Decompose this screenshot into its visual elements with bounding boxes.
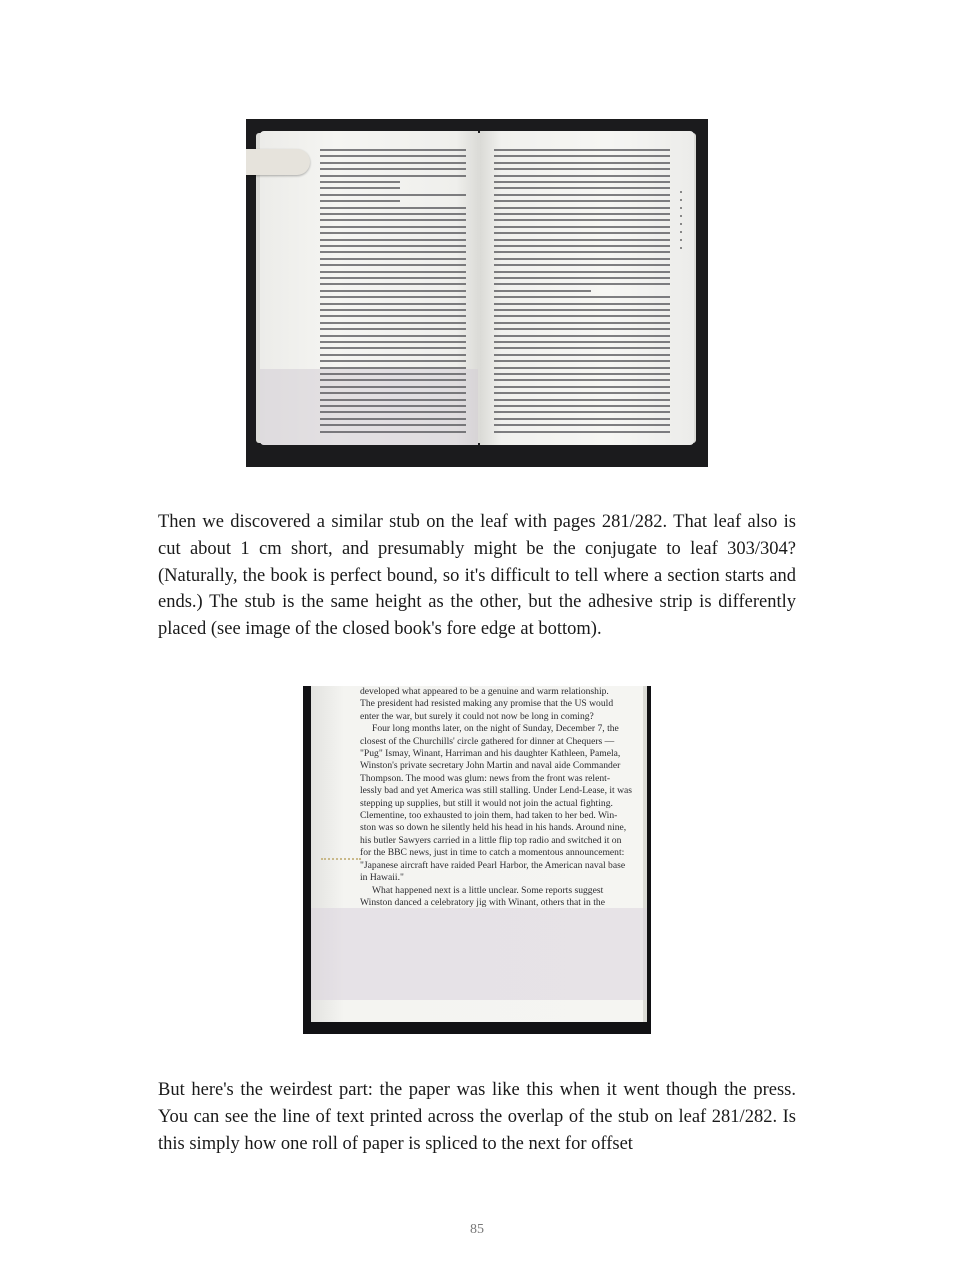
printed-line (494, 328, 670, 330)
printed-line (494, 277, 670, 279)
printed-line (494, 431, 670, 433)
printed-line (320, 367, 466, 369)
printed-line (494, 245, 670, 247)
printed-line (320, 207, 466, 209)
printed-line (494, 168, 670, 170)
printed-line (320, 360, 466, 362)
printed-line (494, 309, 670, 311)
printed-line (320, 341, 466, 343)
closeup-line: for the BBC news, just in time to catch a momentous announcement: (360, 847, 625, 859)
printed-line (320, 373, 466, 375)
printed-line (320, 418, 466, 420)
printed-line (320, 303, 466, 305)
printed-line (320, 392, 466, 394)
printed-line (494, 264, 670, 266)
printed-line (320, 347, 466, 349)
printed-line (494, 405, 670, 407)
printed-line (494, 283, 670, 285)
printed-line (320, 219, 466, 221)
printed-line (494, 239, 670, 241)
printed-line (494, 175, 670, 177)
printed-line (320, 149, 466, 151)
closeup-line: What happened next is a little unclear. Some reports suggest (372, 884, 604, 896)
printed-line (320, 290, 466, 292)
printed-line (494, 213, 670, 215)
printed-line (494, 219, 670, 221)
printed-line (320, 315, 466, 317)
printed-line (320, 386, 466, 388)
printed-line (320, 322, 466, 324)
printed-line (320, 213, 466, 215)
closeup-line: enter the war, but surely it could not now be long in coming? (360, 710, 594, 722)
closeup-line: "Pug" Ismay, Winant, Harriman and his daughter Kathleen, Pamela, (360, 748, 621, 760)
closeup-line: lessly bad and yet America was still stalling. Under Lend-Lease, it was (360, 785, 633, 797)
printed-line (320, 258, 466, 260)
printed-line (494, 399, 670, 401)
printed-line (494, 194, 670, 196)
printed-line (320, 354, 466, 356)
printed-line (494, 386, 670, 388)
printed-line (494, 360, 670, 362)
printed-line (320, 181, 400, 183)
closeup-printed-text (360, 686, 642, 909)
book-clip (246, 149, 310, 175)
printed-line (320, 245, 466, 247)
printed-line (320, 296, 466, 298)
printed-line (320, 309, 466, 311)
printed-line (320, 175, 466, 177)
printed-line (494, 418, 670, 420)
printed-line (494, 162, 670, 164)
printed-line (320, 424, 466, 426)
printed-line (320, 283, 466, 285)
closeup-line: The president had resisted making any promise that the US would (360, 698, 614, 710)
printed-line (494, 424, 670, 426)
body-paragraph-1: Then we discovered a similar stub on the leaf with pages 281/282. That leaf also is cut about 1 cm short, and presumably might be the conjugate to leaf 303/304? (Naturally, the book is perfect bound, so it's difficult to tell where a section starts and ends.) The stub is the same height as the other, but the adhesive strip is differently placed (see image of the closed book's fore edge at bottom). (158, 512, 796, 640)
printed-line (494, 315, 670, 317)
printed-line (320, 264, 466, 266)
closeup-line: his butler Sawyers carried in a little flip top radio and switched it on (360, 834, 622, 846)
closeup-line: developed what appeared to be a genuine and warm relationship. (360, 686, 609, 697)
closeup-line: Four long months later, on the night of Sunday, December 7, the (372, 723, 619, 735)
printed-line (320, 232, 466, 234)
printed-line (320, 405, 466, 407)
body-paragraph-2: But here's the weirdest part: the paper was like this when it went though the press. You can see the line of text printed across the overlap of the stub on leaf 281/282. Is this simply how one roll of paper is spliced to the next for offset (158, 1080, 796, 1154)
page-number: 85 (470, 1222, 484, 1237)
closeup-photo (303, 686, 651, 1034)
printed-line (320, 194, 466, 196)
printed-line (494, 181, 670, 183)
printed-line (494, 155, 670, 157)
printed-line (320, 239, 466, 241)
printed-line (494, 303, 670, 305)
printed-line (320, 271, 466, 273)
printed-line (494, 367, 670, 369)
printed-line (494, 335, 670, 337)
printed-line (494, 290, 591, 292)
printed-line (494, 258, 670, 260)
fore-edge-marks (680, 191, 682, 251)
closeup-line: ston was so down he silently held his head in his hands. Around nine, (360, 822, 627, 834)
printed-line (494, 207, 670, 209)
closeup-stub-overlap (311, 908, 647, 1000)
closeup-line: "Japanese aircraft have raided Pearl Harbor, the American naval base (360, 859, 626, 871)
closeup-line: stepping up supplies, but still it would not join the actual fighting. (360, 797, 613, 809)
printed-line (320, 187, 400, 189)
printed-line (320, 155, 466, 157)
closeup-line: Clementine, too exhausted to join them, had taken to her bed. Win- (360, 810, 618, 822)
printed-line (494, 379, 670, 381)
printed-line (494, 354, 670, 356)
closeup-line: Thompson. The mood was glum: news from the front was relent- (360, 772, 611, 784)
printed-line (494, 251, 670, 253)
printed-line (494, 149, 670, 151)
open-book-photo (246, 119, 708, 467)
closeup-line: in Hawaii." (360, 872, 404, 884)
closeup-line: Winston danced a celebratory jig with Winant, others that in the (360, 896, 605, 908)
printed-line (320, 168, 466, 170)
printed-line (494, 373, 670, 375)
printed-line (494, 392, 670, 394)
printed-line (494, 341, 670, 343)
closeup-line: closest of the Churchills' circle gathered for dinner at Chequers — (360, 735, 615, 747)
printed-line (494, 271, 670, 273)
printed-line (320, 251, 466, 253)
printed-line (494, 187, 670, 189)
printed-line (494, 226, 670, 228)
printed-line (494, 411, 670, 413)
left-page (260, 131, 478, 445)
closeup-line: Winston's private secretary John Martin and naval aide Commander (360, 760, 621, 772)
printed-line (320, 200, 400, 202)
printed-line (494, 347, 670, 349)
printed-line (320, 335, 466, 337)
printed-line (494, 232, 670, 234)
printed-line (494, 322, 670, 324)
printed-line (320, 226, 466, 228)
printed-line (320, 277, 466, 279)
printed-line (320, 411, 466, 413)
right-page (480, 131, 694, 445)
printed-line (320, 431, 466, 433)
printed-line (320, 379, 466, 381)
printed-line (320, 328, 466, 330)
adhesive-strip (321, 858, 361, 860)
printed-line (494, 296, 670, 298)
printed-line (320, 162, 466, 164)
printed-line (320, 399, 466, 401)
printed-line (494, 200, 670, 202)
